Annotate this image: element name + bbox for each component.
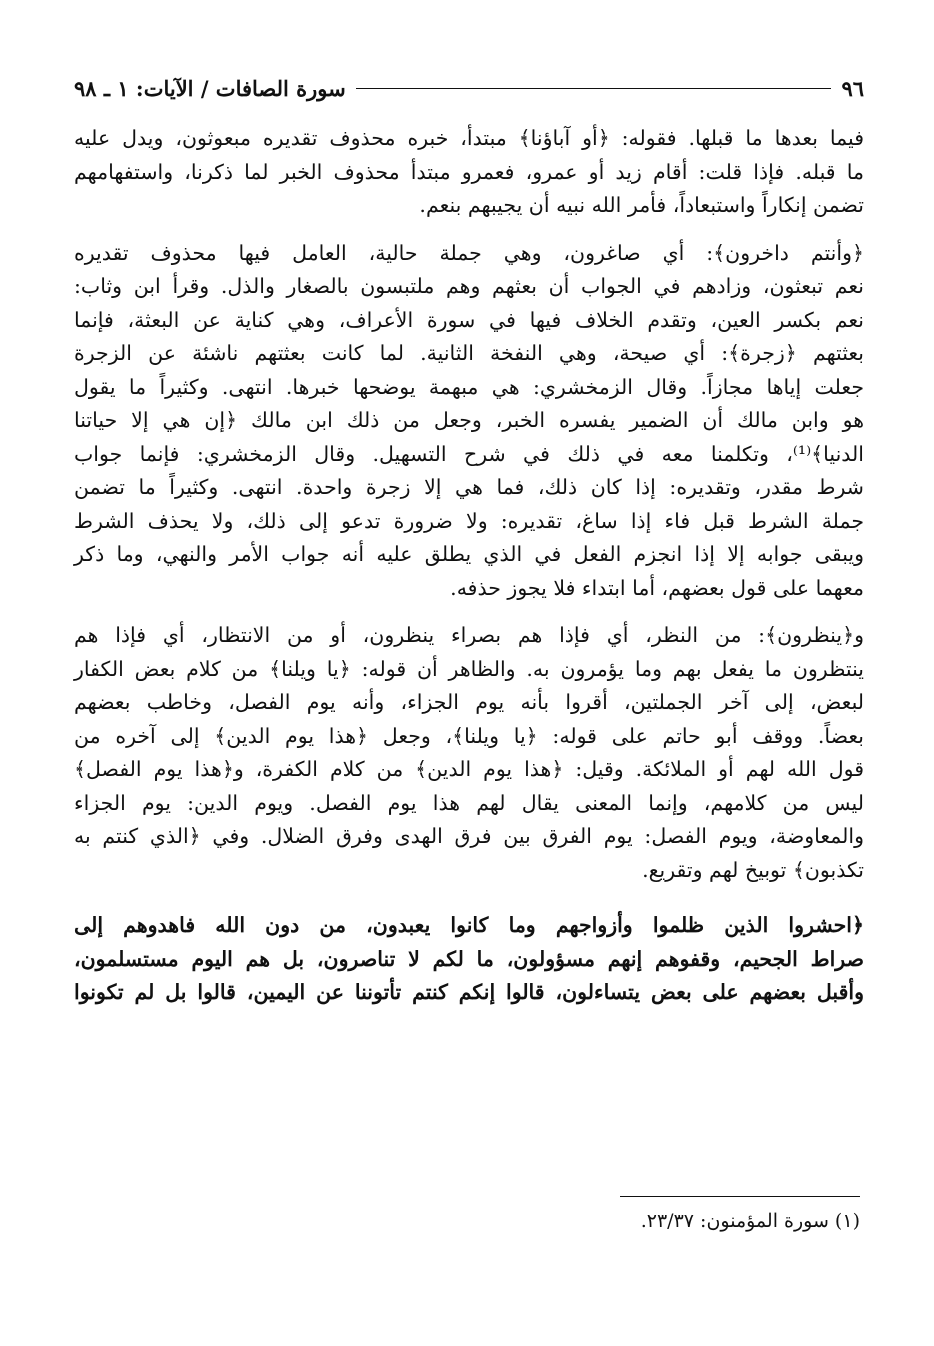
text-line: الدنيا﴾⁽¹⁾، وتكلمنا معه في ذلك في شرح التسهيل. وقال الزمخشري: فإنما جواب [74, 441, 864, 466]
text-line: والمعاوضة، ويوم الفصل: يوم الفرق بين فرق الهدى وفرق الضلال. وفي ﴿الذي كنتم به [74, 824, 864, 848]
text-line: صراط الجحيم، وقفوهم إنهم مسؤولون، ما لكم لا تناصرون، بل هم اليوم مستسلمون، [74, 946, 864, 971]
text-line: ينتظرون ما يفعل بهم وما يؤمرون به. والظاهر أن قوله: ﴿يا ويلنا﴾ من كلام بعض الكفار [74, 656, 864, 681]
text-line: ويبقى جوابه إلا إذا انجزم الفعل في الذي يطلق عليه أنه جواب الأمر والنهي، وما ذكر [74, 542, 864, 566]
header-rule [356, 88, 832, 89]
page-body [74, 122, 864, 1024]
text-line: ليس من كلامهم، وإنما المعنى يقال لهم هذا يوم الفصل. ويوم الدين: يوم الجزاء [74, 790, 864, 815]
running-title: سورة الصافات / الآيات: ١ ـ ٩٨ [74, 75, 346, 101]
text-line: و﴿ينظرون﴾: من النظر، أي فإذا هم بصراء ينظرون، أو من الانتظار، أي فإذا هم [74, 623, 864, 647]
text-line: ما قبله. فإذا قلت: أقام زيد أو عمرو، فعمرو مبتدأ محذوف الخبر لما ذكرنا، واستفهامهم [74, 159, 864, 184]
footnote-rule [620, 1196, 860, 1197]
text-line: ﴿وأنتم داخرون﴾: أي صاغرون، وهي جملة حالية، العامل فيها محذوف تقديره [74, 240, 864, 265]
text-line: معهما على قول بعضهم، أما ابتداء فلا يجوز حذفه. [450, 575, 864, 600]
text-line: بعضاً. ووقف أبو حاتم على قوله: ﴿يا ويلنا﴾، وجعل ﴿هذا يوم الدين﴾ إلى آخره من [74, 723, 864, 748]
text-line: نعم بكسر العين، وتقدم الخلاف فيها في سورة الأعراف، وهي كناية عن البعثة، فإنما [74, 307, 864, 332]
text-line: تضمن إنكاراً واستبعاداً، فأمر الله نبيه أن يجيبهم بنعم. [419, 193, 864, 217]
paragraph-1 [74, 122, 864, 223]
paragraph-2 [74, 237, 864, 606]
text-line: شرط مقدر، وتقديره: إذا كان ذلك، فما هي إلا زجرة واحدة. انتهى. وكثيراً ما تضمن [74, 475, 864, 499]
text-line: نعم تبعثون، وزادهم في الجواب أن بعثهم وهم ملتبسون بالصغار والذل. وقرأ ابن وثاب: [74, 274, 864, 298]
page-header [74, 70, 864, 106]
quran-verse-block [74, 909, 864, 1010]
footnote: (١) سورة المؤمنون: ٢٣/٣٧. [640, 1210, 860, 1232]
paragraph-3 [74, 619, 864, 887]
text-line: ﴿احشروا الذين ظلموا وأزواجهم وما كانوا يعبدون، من دون الله فاهدوهم إلى [74, 913, 864, 937]
text-line: هو وابن مالك أن الضمير يفسره الخبر، وجعل من ذلك ابن مالك ﴿إن هي إلا حياتنا [74, 408, 864, 432]
text-line: لبعض، إلى آخر الجملتين، أقروا بأنه يوم الجزاء، وأنه يوم الفصل، وخاطب بعضهم [74, 690, 864, 714]
text-line: وأقبل بعضهم على بعض يتساءلون، قالوا إنكم كنتم تأتوننا عن اليمين، قالوا بل لم تكونوا [74, 980, 864, 1004]
text-line: بعثتهم ﴿زجرة﴾: أي صيحة، وهي النفخة الثانية. لما كانت بعثتهم ناشئة عن الزجرة [74, 341, 864, 365]
text-line: تكذبون﴾ توبيخ لهم وتقريع. [642, 857, 864, 882]
page-number: ٩٦ [841, 75, 864, 101]
text-line: قول الله لهم أو الملائكة. وقيل: ﴿هذا يوم الدين﴾ من كلام الكفرة، و﴿هذا يوم الفصل﴾ [74, 757, 864, 781]
text-line: فيما بعدها ما قبلها. فقوله: ﴿أو آباؤنا﴾ مبتدأ، خبره محذوف تقديره مبعوثون، ويدل عليه [74, 126, 864, 150]
text-line: جملة الشرط قبل فاء إذا ساغ، تقديره: ولا ضرورة تدعو إلى ذلك، ولا يحذف الشرط [74, 508, 864, 533]
text-line: جعلت إياها مجازاً. وقال الزمخشري: هي مبهمة يوضحها خبرها. انتهى. وكثيراً ما يقول [74, 374, 864, 399]
